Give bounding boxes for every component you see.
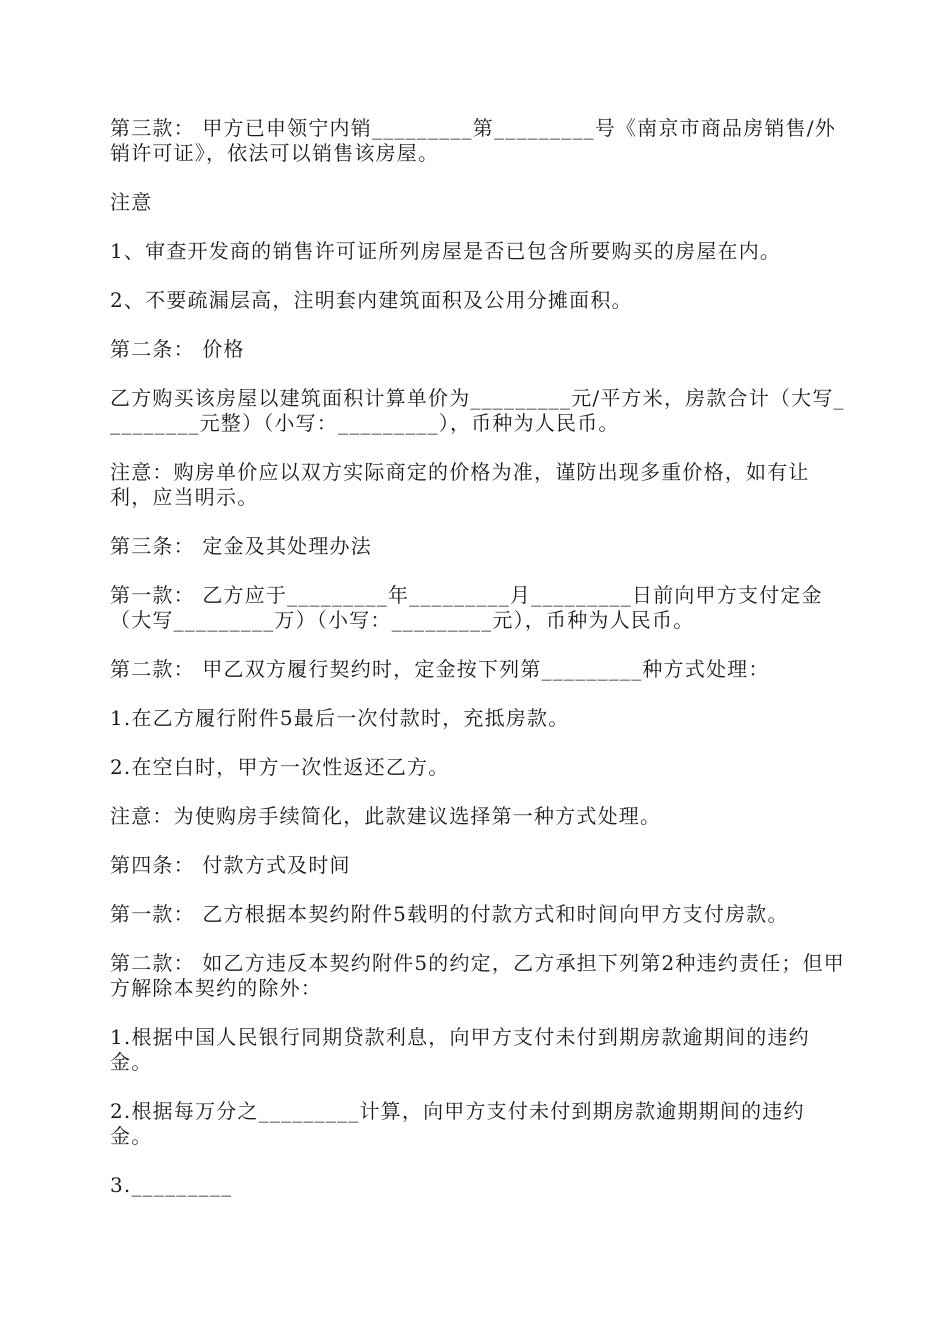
article-3-option-1: 1.在乙方履行附件5最后一次付款时，充抵房款。 [110,706,570,730]
document-page [110,116,845,1222]
article-4-clause-2: 第二款： 如乙方违反本契约附件5的约定，乙方承担下列第2种违约责任；但甲方解除本契约的除外： [110,951,846,1000]
article-2-note: 注意：购房单价应以双方实际商定的价格为准，谨防出现多重价格，如有让利，应当明示。 [110,460,810,509]
clause-3-sales-permit: 第三款： 甲方已申领宁内销_________第_________号《南京市商品房销售/外销许可证》，依法可以销售该房屋。 [110,116,836,165]
article-3-clause-1: 第一款： 乙方应于_________年_________月_________日前向甲方支付定金（大写_________万）（小写：_________元），币种为人民币。 [110,583,823,632]
article-2-price-text: 乙方购买该房屋以建筑面积计算单价为_________元/平方米，房款合计（大写_________元整）（小写：_________），币种为人民币。 [110,386,845,435]
article-4-option-2: 2.根据每万分之_________计算，向甲方支付未付到期房款逾期期间的违约金。 [110,1099,805,1148]
article-4-option-3: 3._________ [110,1173,233,1197]
article-3-note: 注意：为使购房手续简化，此款建议选择第一种方式处理。 [110,804,662,828]
note-item-1: 1、审查开发商的销售许可证所列房屋是否已包含所要购买的房屋在内。 [110,239,782,263]
note-item-2: 2、不要疏漏层高，注明套内建筑面积及公用分摊面积。 [110,288,633,312]
article-4-clause-1: 第一款： 乙方根据本契约附件5载明的付款方式和时间向甲方支付房款。 [110,902,789,926]
note-heading: 注意 [110,190,153,214]
article-4-option-1: 1.根据中国人民银行同期贷款利息，向甲方支付未付到期房款逾期间的违约金。 [110,1025,810,1074]
article-3-clause-2: 第二款： 甲乙双方履行契约时，定金按下列第_________种方式处理： [110,657,770,681]
article-3-heading: 第三条： 定金及其处理办法 [110,534,372,558]
article-3-option-2: 2.在空白时，甲方一次性返还乙方。 [110,755,450,779]
article-4-heading: 第四条： 付款方式及时间 [110,853,351,877]
article-2-heading: 第二条： 价格 [110,337,245,361]
